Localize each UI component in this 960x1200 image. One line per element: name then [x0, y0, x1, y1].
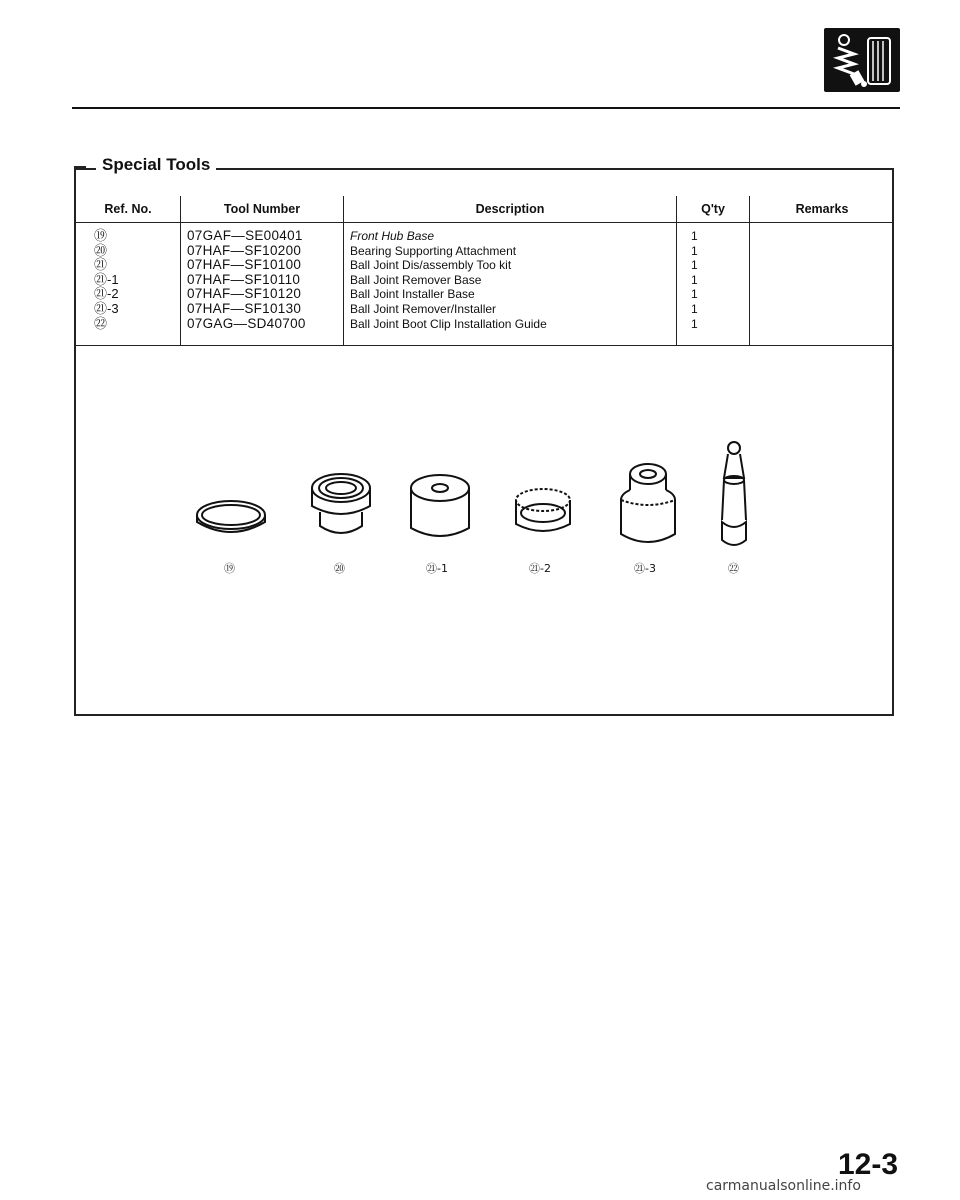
- illustration-boot-clip-installation-guide: [722, 442, 746, 545]
- tool-number: 07GAF—SE00401: [187, 228, 303, 243]
- column-header-description: Description: [344, 196, 677, 223]
- tool-qty: 1: [691, 287, 698, 302]
- callout-label: ㉑-3: [634, 562, 656, 575]
- illustration-ball-joint-installer-base: [516, 489, 570, 531]
- tool-description: Ball Joint Boot Clip Installation Guide: [350, 316, 547, 331]
- tool-qty: 1: [691, 229, 698, 243]
- qty-cell: [677, 223, 750, 346]
- tool-number: 07HAF—SF10100: [187, 257, 302, 273]
- callout-label: ㉒: [728, 562, 739, 575]
- special-tools-table: [76, 196, 894, 346]
- section-suspension-icon: [824, 28, 900, 92]
- callout-label: ㉑-1: [426, 562, 448, 575]
- tool-qty: 1: [691, 258, 698, 273]
- ref-no: ⑲: [94, 228, 108, 243]
- ref-no-cell: [76, 223, 181, 346]
- tool-number: 07HAF—SF10130: [187, 300, 302, 316]
- tool-qty: 1: [691, 301, 698, 316]
- tool-number: 07HAF—SF10110: [187, 271, 301, 287]
- tool-number: 07HAF—SF10200: [187, 242, 302, 258]
- column-header-tool-number: Tool Number: [181, 196, 344, 223]
- illustration-front-hub-base: [197, 501, 265, 532]
- tool-qty: 1: [691, 243, 698, 258]
- tool-qty: 1: [691, 272, 698, 287]
- tool-description: Ball Joint Remover Base: [350, 272, 482, 287]
- callout-label: ⑲: [224, 562, 235, 575]
- illustration-ball-joint-remover-installer: [621, 464, 675, 542]
- illustration-bearing-supporting-attachment: [312, 474, 370, 533]
- tool-number-cell: [181, 223, 344, 346]
- column-header-remarks: Remarks: [750, 196, 895, 223]
- tool-description: Front Hub Base: [350, 229, 435, 243]
- page-number: 12-3: [838, 1148, 899, 1181]
- frame-corner-mark: [74, 166, 86, 168]
- callout-label: ⑳: [334, 562, 345, 575]
- table-header-row: [76, 196, 894, 223]
- description-cell: [344, 223, 677, 346]
- remarks-cell: [750, 223, 895, 346]
- tool-number: 07GAG—SD40700: [187, 315, 306, 331]
- table-row: [76, 223, 894, 346]
- column-header-ref-no: Ref. No.: [76, 196, 181, 223]
- column-header-qty: Q'ty: [677, 196, 750, 223]
- ref-no: ㉒: [94, 315, 108, 331]
- ref-no: ㉑: [94, 257, 108, 273]
- tool-description: Ball Joint Dis/assembly Too kit: [350, 258, 512, 273]
- tool-description: Bearing Supporting Attachment: [350, 243, 517, 258]
- section-title: Special Tools: [96, 155, 216, 175]
- illustration-ball-joint-remover-base: [411, 475, 469, 536]
- tool-description: Ball Joint Remover/Installer: [350, 301, 497, 316]
- tool-qty: 1: [691, 316, 698, 331]
- ref-no: ㉑-2: [94, 286, 119, 302]
- watermark: carmanualsonline.info: [706, 1178, 861, 1194]
- ref-no: ㉑-1: [94, 271, 119, 287]
- header-divider: [72, 107, 900, 109]
- callout-label: ㉑-2: [529, 562, 551, 575]
- tool-illustrations: [76, 350, 894, 714]
- tool-description: Ball Joint Installer Base: [350, 287, 475, 302]
- tool-number: 07HAF—SF10120: [187, 286, 302, 302]
- ref-no: ⑳: [94, 242, 108, 258]
- ref-no: ㉑-3: [94, 300, 119, 316]
